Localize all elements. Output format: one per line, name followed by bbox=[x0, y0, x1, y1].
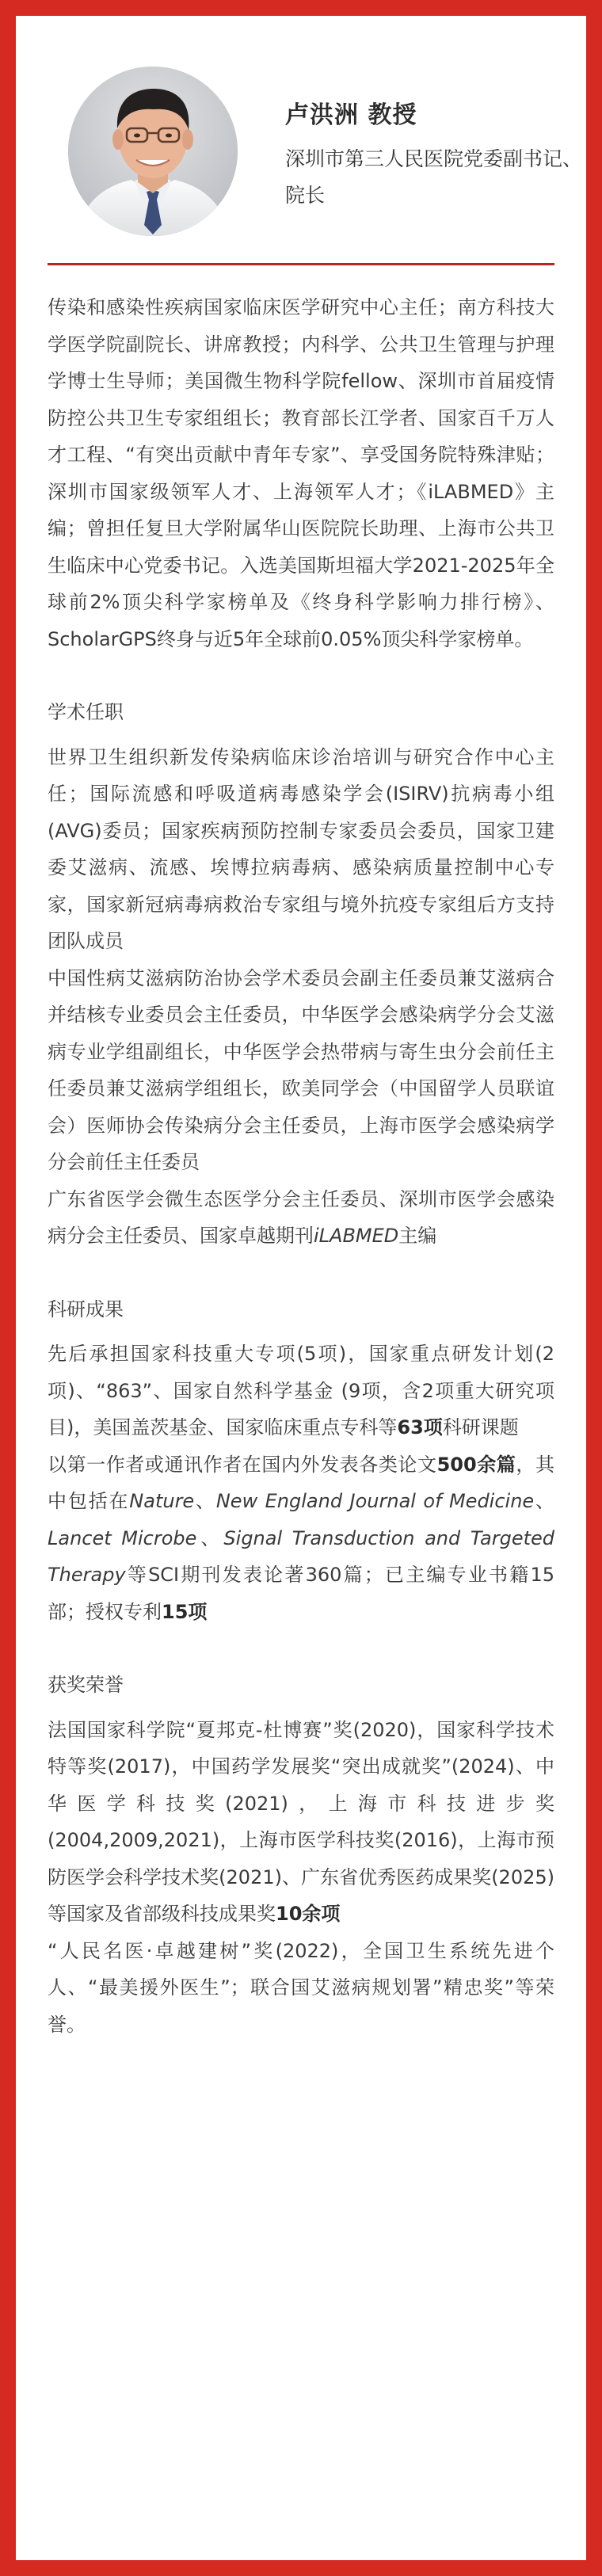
header-divider bbox=[48, 263, 554, 265]
biography-content bbox=[48, 289, 554, 2043]
academic-heading: 学术任职 bbox=[48, 701, 124, 723]
journal-name: Signal Transduction and Targeted Therapy bbox=[48, 1526, 554, 1586]
awards-heading: 获奖荣誉 bbox=[48, 1674, 124, 1696]
academic-paragraph-2: 中国性病艾滋病防治协会学术委员会副主任委员兼艾滋病合并结核专业委员会主任委员，中华医学会感染病学分会艾滋病专业学组副组长，中华医学会热带病与寄生虫分会前任主任委员兼艾滋病学组组长，欧美同学会（中国留学人员联谊会）医师协会传染病分会主任委员，上海市医学会感染病学分会前任主任委员 bbox=[48, 966, 554, 1173]
project-count: 63项 bbox=[397, 1416, 443, 1439]
journal-name: Nature bbox=[129, 1490, 195, 1512]
profile-header bbox=[51, 67, 583, 241]
academic-paragraph-1: 世界卫生组织新发传染病临床诊治培训与研究合作中心主任；国际流感和呼吸道病毒感染学会(ISIRV)抗病毒小组(AVG)委员；国家疾病预防控制专家委员会委员，国家卫建委艾滋病、流感、埃博拉病毒病、感染病质量控制中心专家，国家新冠病毒病救治专家组与境外抗疫专家组后方支持团队成员 bbox=[48, 745, 554, 952]
research-paragraph-1: 先后承担国家科技重大专项(5项)，国家重点研发计划(2项)、“863”、国家自然科学基金 (9项，含2项重大研究项目)，美国盖茨基金、国家临床重点专科等63项科研课题 bbox=[48, 1343, 554, 1439]
research-paragraph-2: 以第一作者或通讯作者在国内外发表各类论文500余篇，其中包括在Nature、New England Journal of Medicine、Lancet Microbe、Signal Transduction and Targeted Therapy等SCI期刊发表论著360篇；已主编专业书籍15部；授权专利15项 bbox=[48, 1453, 555, 1623]
research-heading: 科研成果 bbox=[48, 1298, 124, 1320]
avatar bbox=[68, 67, 238, 236]
profile-card bbox=[16, 16, 586, 2560]
doctor-position: 深圳市第三人民医院党委副书记、院长 bbox=[285, 147, 583, 207]
academic-paragraph-3: 广东省医学会微生态医学分会主任委员、深圳市医学会感染病分会主任委员、国家卓越期刊iLABMED主编 bbox=[48, 1187, 554, 1247]
paper-count: 500余篇 bbox=[436, 1453, 516, 1476]
awards-paragraph-1: 法国国家科学院“夏邦克-杜博赛”奖(2020)，国家科学技术特等奖(2017)，中国药学发展奖“突出成就奖”(2024)、中华医学科技奖(2021)，上海市科技进步奖(2004,2009,2021)，上海市医学科技奖(2016)，上海市预防医学会科学技术奖(2021)、广东省优秀医药成果奖(2025)等国家及省部级科技成果奖10余项 bbox=[48, 1718, 554, 1925]
intro-paragraph: 传染和感染性疾病国家临床医学研究中心主任；南方科技大学医学院副院长、讲席教授；内科学、公共卫生管理与护理学博士生导师；美国微生物科学院fellow、深圳市首届疫情防控公共卫生专家组组长；教育部长江学者、国家百千万人才工程、“有突出贡献中青年专家”、享受国务院特殊津贴；深圳市国家级领军人才、上海领军人才；《iLABMED》主编；曾担任复旦大学附属华山医院院长助理、上海市公共卫生临床中心党委书记。入选美国斯坦福大学2021-2025年全球前2%顶尖科学家榜单及《终身科学影响力排行榜》、ScholarGPS终身与近5年全球前0.05%顶尖科学家榜单。 bbox=[48, 296, 554, 650]
awards-paragraph-2: “人民名医·卓越建树”奖(2022)，全国卫生系统先进个人、“最美援外医生”；联合国艾滋病规划署”精忠奖”等荣誉。 bbox=[48, 1939, 554, 2036]
award-count: 10余项 bbox=[276, 1903, 341, 1925]
patent-count: 15项 bbox=[162, 1600, 208, 1623]
doctor-name: 卢洪洲 教授 bbox=[285, 101, 417, 129]
journal-name: Lancet Microbe bbox=[48, 1526, 197, 1549]
journal-name: iLABMED bbox=[314, 1225, 399, 1247]
journal-name: New England Journal of Medicine bbox=[215, 1490, 535, 1512]
portrait-photo bbox=[68, 67, 238, 236]
